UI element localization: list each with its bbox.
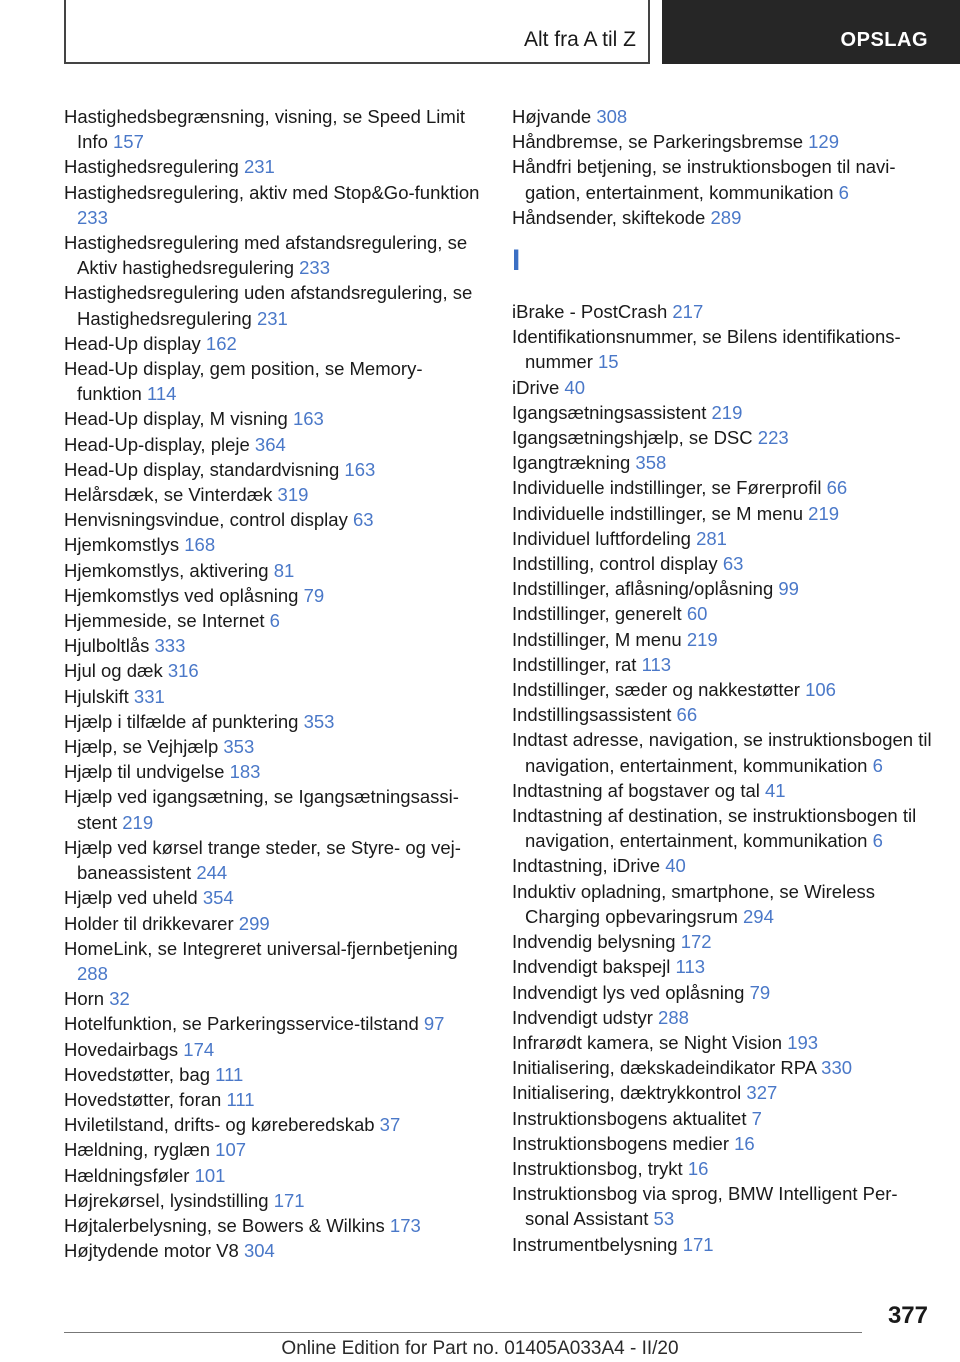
- index-entry-page-link[interactable]: 219: [686, 628, 718, 650]
- index-entry-page-link[interactable]: 97: [423, 1013, 445, 1035]
- index-entry-page-link[interactable]: 6: [838, 181, 849, 203]
- index-entry-text: Head-Up-display, pleje: [64, 433, 250, 455]
- index-entry-page-link[interactable]: 6: [269, 610, 280, 632]
- index-entry-text: Hjul og dæk: [64, 660, 163, 682]
- footer-edition-text: Online Edition for Part no. 01405A033A4 - II/20: [281, 1338, 679, 1359]
- index-entry: [64, 911, 484, 936]
- index-entry: [512, 778, 932, 803]
- index-entry-text: Indstillingsassistent: [512, 704, 672, 726]
- index-entry: [512, 601, 932, 626]
- index-entry-page-link[interactable]: 174: [183, 1038, 215, 1060]
- index-entry-page-link[interactable]: 15: [598, 351, 619, 373]
- index-entry: [512, 702, 932, 727]
- index-entry-text: Induktiv opladning, smartphone, se Wireless Charging opbevaringsrum: [512, 880, 875, 927]
- index-entry-page-link[interactable]: 7: [751, 1107, 762, 1129]
- index-entry: [64, 759, 484, 784]
- index-entry-page-link[interactable]: 281: [696, 527, 727, 549]
- index-entry: [512, 980, 932, 1005]
- index-entry-page-link[interactable]: 171: [273, 1189, 305, 1211]
- index-entry-page-link[interactable]: 16: [734, 1132, 755, 1154]
- index-entry: [512, 425, 932, 450]
- index-entry: [64, 835, 484, 885]
- index-entry-page-link[interactable]: 111: [226, 1088, 255, 1110]
- index-entry-page-link[interactable]: 114: [146, 383, 177, 405]
- index-entry: [64, 658, 484, 683]
- index-entry: [64, 1037, 484, 1062]
- index-entry: [512, 727, 932, 777]
- index-entry: [512, 576, 932, 601]
- index-entry-text: Horn: [64, 988, 105, 1010]
- index-entry: [512, 1080, 932, 1105]
- index-entry-text: Individuelle indstillinger, se M menu: [512, 502, 804, 524]
- index-entry: [64, 432, 484, 457]
- index-entry-page-link[interactable]: 63: [352, 509, 374, 531]
- index-entry-text: Hastighedsregulering, aktiv med Stop&Go-funktion: [64, 181, 480, 203]
- index-entry: [64, 684, 484, 709]
- index-entry-text: Indstillinger, generelt: [512, 603, 682, 625]
- index-entry-page-link[interactable]: 163: [292, 408, 324, 430]
- index-entry: [512, 375, 932, 400]
- index-entry-text: Hviletilstand, drifts- og køreberedskab: [64, 1114, 375, 1136]
- index-entry-page-link[interactable]: 157: [113, 131, 144, 153]
- index-entry-page-link[interactable]: 304: [243, 1240, 275, 1262]
- index-entry-page-link[interactable]: 288: [77, 962, 108, 984]
- index-entry: [64, 1213, 484, 1238]
- index-entry-text: Head-Up display, M visning: [64, 408, 288, 430]
- index-entry: [512, 154, 932, 204]
- index-entry-text: Individuelle indstillinger, se Førerprofil: [512, 477, 822, 499]
- index-entry-text: Indvendig belysning: [512, 931, 676, 953]
- index-entry: [512, 129, 932, 154]
- index-entry-text: Indtastning af bogstaver og tal: [512, 779, 760, 801]
- index-entry-page-link[interactable]: 364: [254, 433, 286, 455]
- index-entry-text: Indvendigt lys ved oplåsning: [512, 981, 745, 1003]
- index-entry-text: Hjælp ved kørsel trange steder, se Styre- og vejbaneassistent: [64, 836, 461, 884]
- index-entry: [512, 677, 932, 702]
- index-entry: [512, 954, 932, 979]
- index-entry: [64, 936, 484, 986]
- index-entry-page-link[interactable]: 6: [872, 754, 883, 776]
- section-tab-label: OPSLAG: [840, 29, 928, 51]
- index-entry: [64, 406, 484, 431]
- index-entry: [64, 1087, 484, 1112]
- index-entry-page-link[interactable]: 66: [676, 704, 698, 726]
- index-entry-page-link[interactable]: 60: [686, 603, 708, 625]
- index-entry: [512, 1156, 932, 1181]
- index-entry-page-link[interactable]: 193: [787, 1031, 819, 1053]
- index-entry-text: Indstillinger, sæder og nakkestøtter: [512, 679, 800, 701]
- page-number: 377: [887, 1302, 928, 1329]
- index-entry-page-link[interactable]: 99: [778, 578, 799, 600]
- index-entry-page-link[interactable]: 354: [202, 887, 234, 909]
- index-entry: [512, 104, 932, 129]
- index-entry-text: Hjælp ved igangsætning, se Igangsætningsassistent: [64, 786, 459, 833]
- index-entry: [64, 986, 484, 1011]
- index-entry-page-link[interactable]: 231: [256, 307, 288, 329]
- index-entry-text: Hjælp til undvigelse: [64, 761, 225, 783]
- index-entry: [512, 1005, 932, 1030]
- index-entry: [64, 154, 484, 179]
- index-entry: [512, 205, 932, 230]
- index-entry: [64, 482, 484, 507]
- index-entry-text: Head-Up display: [64, 332, 201, 354]
- index-entry-text: Indstilling, control display: [512, 553, 718, 575]
- index-entry: [512, 803, 932, 853]
- index-entry-text: Hjælp i tilfælde af punktering: [64, 710, 299, 732]
- header-rule-left: [64, 0, 66, 64]
- index-entry-text: Instruktionsbog via sprog, BMW Intelligent Personal Assistant: [512, 1183, 898, 1230]
- index-entry-text: Hovedairbags: [64, 1038, 179, 1060]
- index-entry-page-link[interactable]: 244: [196, 862, 228, 884]
- index-entry-text: Indstillinger, aflåsning/oplåsning: [512, 578, 774, 600]
- index-entry-text: Højtalerbelysning, se Bowers & Wilkins: [64, 1214, 385, 1236]
- index-entry-page-link[interactable]: 308: [596, 106, 628, 127]
- index-entry-page-link[interactable]: 111: [215, 1063, 244, 1085]
- index-entry-page-link[interactable]: 319: [277, 484, 309, 506]
- footer-rule: [64, 1332, 862, 1333]
- index-entry: [64, 608, 484, 633]
- index-entry: [512, 853, 932, 878]
- index-entry-page-link[interactable]: 289: [710, 206, 742, 228]
- index-entry: [512, 450, 932, 475]
- index-entry-page-link[interactable]: 219: [711, 401, 743, 423]
- index-entry-text: Højtydende motor V8: [64, 1240, 239, 1262]
- index-entry-text: Hjemkomstlys: [64, 534, 180, 556]
- index-entry-text: Hotelfunktion, se Parkeringsservice-tilstand: [64, 1013, 419, 1035]
- index-entry-text: Hastighedsregulering med afstandsregulering, se Aktiv hastighedsregulering: [64, 232, 468, 279]
- index-entry-text: HomeLink, se Integreret universal-fjernbetjening: [64, 937, 458, 959]
- index-entry: [512, 475, 932, 500]
- section-title: Alt fra A til Z: [523, 28, 636, 51]
- index-entry-page-link[interactable]: 168: [184, 534, 216, 556]
- index-entry: [512, 1030, 932, 1055]
- index-entry-page-link[interactable]: 173: [389, 1214, 421, 1236]
- index-entry-page-link[interactable]: 294: [743, 905, 774, 927]
- index-entry-page-link[interactable]: 217: [672, 301, 704, 323]
- index-entry: [64, 784, 484, 834]
- index-entry-page-link[interactable]: 316: [167, 660, 199, 682]
- index-entry-page-link[interactable]: 288: [658, 1006, 689, 1028]
- index-entry-text: Henvisningsvindue, control display: [64, 509, 348, 531]
- header-rule-bottom: [64, 62, 650, 64]
- index-group-i: [512, 299, 932, 1257]
- index-entry-text: Hjulskift: [64, 685, 129, 707]
- index-entry-text: Hastighedsregulering uden afstandsregulering, se Hastighedsregulering: [64, 282, 473, 329]
- index-entry: [512, 1131, 932, 1156]
- index-entry-text: Head-Up display, standardvisning: [64, 458, 340, 480]
- index-entry-text: Hastighedsregulering: [64, 156, 239, 178]
- index-entry-page-link[interactable]: 233: [77, 206, 108, 228]
- index-entry: [512, 1106, 932, 1131]
- index-entry-text: Indvendigt bakspejl: [512, 956, 671, 978]
- index-entry-page-link[interactable]: 66: [826, 477, 848, 499]
- index-entry-page-link[interactable]: 106: [805, 679, 836, 701]
- index-entry: [64, 1163, 484, 1188]
- index-column-left: [64, 104, 484, 1263]
- index-entry: [64, 885, 484, 910]
- index-entry: [64, 1238, 484, 1263]
- index-entry-text: Igangsætningshjælp, se DSC: [512, 427, 753, 449]
- index-entry: [64, 1137, 484, 1162]
- index-entry-page-link[interactable]: 40: [665, 855, 686, 877]
- index-entry-page-link[interactable]: 219: [808, 502, 840, 524]
- index-entry-text: Initialisering, dæktrykkontrol: [512, 1082, 742, 1104]
- index-entry-text: Infrarødt kamera, se Night Vision: [512, 1031, 783, 1053]
- index-entry-text: Hovedstøtter, bag: [64, 1063, 211, 1085]
- index-entry-text: Hjælp ved uheld: [64, 887, 198, 909]
- index-entry: [64, 633, 484, 658]
- index-entry: [64, 457, 484, 482]
- index-entry: [64, 280, 484, 330]
- index-entry: [64, 583, 484, 608]
- index-entry-text: Hovedstøtter, foran: [64, 1088, 222, 1110]
- index-entry-page-link[interactable]: 233: [299, 257, 331, 279]
- index-entry-page-link[interactable]: 327: [746, 1082, 778, 1104]
- index-entry-text: iDrive: [512, 376, 560, 398]
- index-entry: [64, 331, 484, 356]
- index-entry-text: Instruktionsbogens aktualitet: [512, 1107, 747, 1129]
- index-entry-page-link[interactable]: 231: [243, 156, 275, 178]
- index-entry-text: Hjulboltlås: [64, 635, 150, 657]
- index-entry-page-link[interactable]: 113: [641, 653, 672, 675]
- index-entry-text: Hjemmeside, se Internet: [64, 610, 265, 632]
- index-entry: [512, 1055, 932, 1080]
- index-entry: [64, 532, 484, 557]
- index-entry-page-link[interactable]: 113: [675, 956, 706, 978]
- index-entry-text: Hældning, ryglæn: [64, 1139, 211, 1161]
- index-entry-page-link[interactable]: 107: [215, 1139, 247, 1161]
- index-entry-page-link[interactable]: 223: [757, 427, 789, 449]
- index-entry-page-link[interactable]: 101: [194, 1164, 226, 1186]
- index-entry-text: Håndbremse, se Parkeringsbremse: [512, 131, 803, 153]
- index-entry-text: Helårsdæk, se Vinterdæk: [64, 484, 273, 506]
- index-entry-text: Individuel luftfordeling: [512, 527, 691, 549]
- index-entry-text: Håndfri betjening, se instruktionsbogen til navigation, entertainment, kommunikation: [512, 156, 896, 203]
- index-entry-page-link[interactable]: 63: [722, 553, 744, 575]
- index-entry-page-link[interactable]: 6: [872, 830, 883, 852]
- index-entry: [512, 324, 932, 374]
- index-entry: [64, 180, 484, 230]
- index-entry-text: iBrake - PostCrash: [512, 301, 668, 323]
- index-group-h-continued: [512, 104, 932, 230]
- index-entry-page-link[interactable]: 183: [229, 761, 261, 783]
- index-entry-page-link[interactable]: 353: [303, 710, 335, 732]
- index-entry-text: Hjemkomstlys ved oplåsning: [64, 584, 299, 606]
- index-entry: [512, 526, 932, 551]
- index-entry-page-link[interactable]: 16: [687, 1157, 709, 1179]
- letter-heading: I: [512, 244, 521, 278]
- index-entry-text: Indtastning af destination, se instruktionsbogen til navigation, entertainment, kommunikation: [512, 805, 917, 852]
- index-entry-page-link[interactable]: 333: [154, 635, 186, 657]
- index-entry: [512, 299, 932, 324]
- index-entry: [512, 627, 932, 652]
- index-entry-page-link[interactable]: 41: [765, 779, 786, 801]
- index-entry-text: Indtast adresse, navigation, se instruktionsbogen til navigation, entertainment, kommunikation: [512, 729, 932, 776]
- index-entry-page-link[interactable]: 171: [682, 1233, 714, 1255]
- index-entry: [512, 1232, 932, 1257]
- header-rule-separator: [648, 0, 650, 64]
- index-entry: [64, 1062, 484, 1087]
- index-entry-text: Igangtrækning: [512, 452, 631, 474]
- index-entry-page-link[interactable]: 79: [749, 981, 771, 1003]
- index-entry: [64, 734, 484, 759]
- index-entry-page-link[interactable]: 163: [344, 458, 376, 480]
- index-entry-text: Højvande: [512, 106, 592, 127]
- index-entry-page-link[interactable]: 162: [205, 332, 237, 354]
- index-entry: [512, 929, 932, 954]
- index-entry-text: Initialisering, dækskadeindikator RPA: [512, 1057, 817, 1079]
- index-entry-text: Indstillinger, rat: [512, 653, 637, 675]
- index-entry-page-link[interactable]: 40: [564, 376, 585, 398]
- index-entry: [512, 1181, 932, 1231]
- index-entry-page-link[interactable]: 129: [808, 131, 840, 153]
- index-entry-text: Hjælp, se Vejhjælp: [64, 736, 219, 758]
- index-entry-text: Instrumentbelysning: [512, 1233, 678, 1255]
- index-column-right: [512, 104, 932, 1257]
- index-entry: [64, 356, 484, 406]
- index-entry-text: Hældningsføler: [64, 1164, 190, 1186]
- index-entry-page-link[interactable]: 53: [653, 1208, 675, 1230]
- index-entry-text: Håndsender, skiftekode: [512, 206, 706, 228]
- index-entry: [64, 1011, 484, 1036]
- index-entry-page-link[interactable]: 37: [379, 1114, 401, 1136]
- index-entry-text: Indvendigt udstyr: [512, 1006, 653, 1028]
- index-entry-text: Instruktionsbog, trykt: [512, 1157, 683, 1179]
- index-entry-text: Holder til drikkevarer: [64, 912, 234, 934]
- index-entry-page-link[interactable]: 299: [238, 912, 270, 934]
- index-entry: [64, 230, 484, 280]
- index-entry-text: Indtastning, iDrive: [512, 855, 661, 877]
- index-entry: [64, 104, 484, 154]
- index-entry-text: Identifikationsnummer, se Bilens identifikationsnummer: [512, 326, 901, 373]
- index-entry: [512, 551, 932, 576]
- index-entry-page-link[interactable]: 330: [821, 1057, 853, 1079]
- index-entry-page-link[interactable]: 81: [273, 559, 295, 581]
- index-entry-text: Hjemkomstlys, aktivering: [64, 559, 269, 581]
- section-tab: [662, 0, 960, 64]
- index-entry: [512, 400, 932, 425]
- index-entry: [512, 652, 932, 677]
- index-entry: [64, 1188, 484, 1213]
- index-entry-page-link[interactable]: 358: [635, 452, 667, 474]
- index-entry-text: Højrekørsel, lysindstilling: [64, 1189, 269, 1211]
- index-entry-text: Indstillinger, M menu: [512, 628, 682, 650]
- index-entry-page-link[interactable]: 172: [680, 931, 712, 953]
- index-entry-text: Hastighedsbegrænsning, visning, se Speed Limit Info: [64, 106, 466, 153]
- index-entry: [64, 558, 484, 583]
- index-entry-text: Instruktionsbogens medier: [512, 1132, 729, 1154]
- index-entry: [64, 709, 484, 734]
- index-entry-page-link[interactable]: 79: [303, 584, 325, 606]
- index-entry: [64, 1112, 484, 1137]
- index-entry: [64, 507, 484, 532]
- index-entry-text: Head-Up display, gem position, se Memory-funktion: [64, 358, 423, 405]
- index-entry-page-link[interactable]: 32: [109, 988, 130, 1010]
- index-entry: [512, 879, 932, 929]
- index-entry-page-link[interactable]: 219: [122, 811, 154, 833]
- index-entry-page-link[interactable]: 353: [223, 736, 255, 758]
- index-entry-page-link[interactable]: 331: [133, 685, 165, 707]
- index-entry-text: Igangsætningsassistent: [512, 401, 707, 423]
- index-entry: [512, 501, 932, 526]
